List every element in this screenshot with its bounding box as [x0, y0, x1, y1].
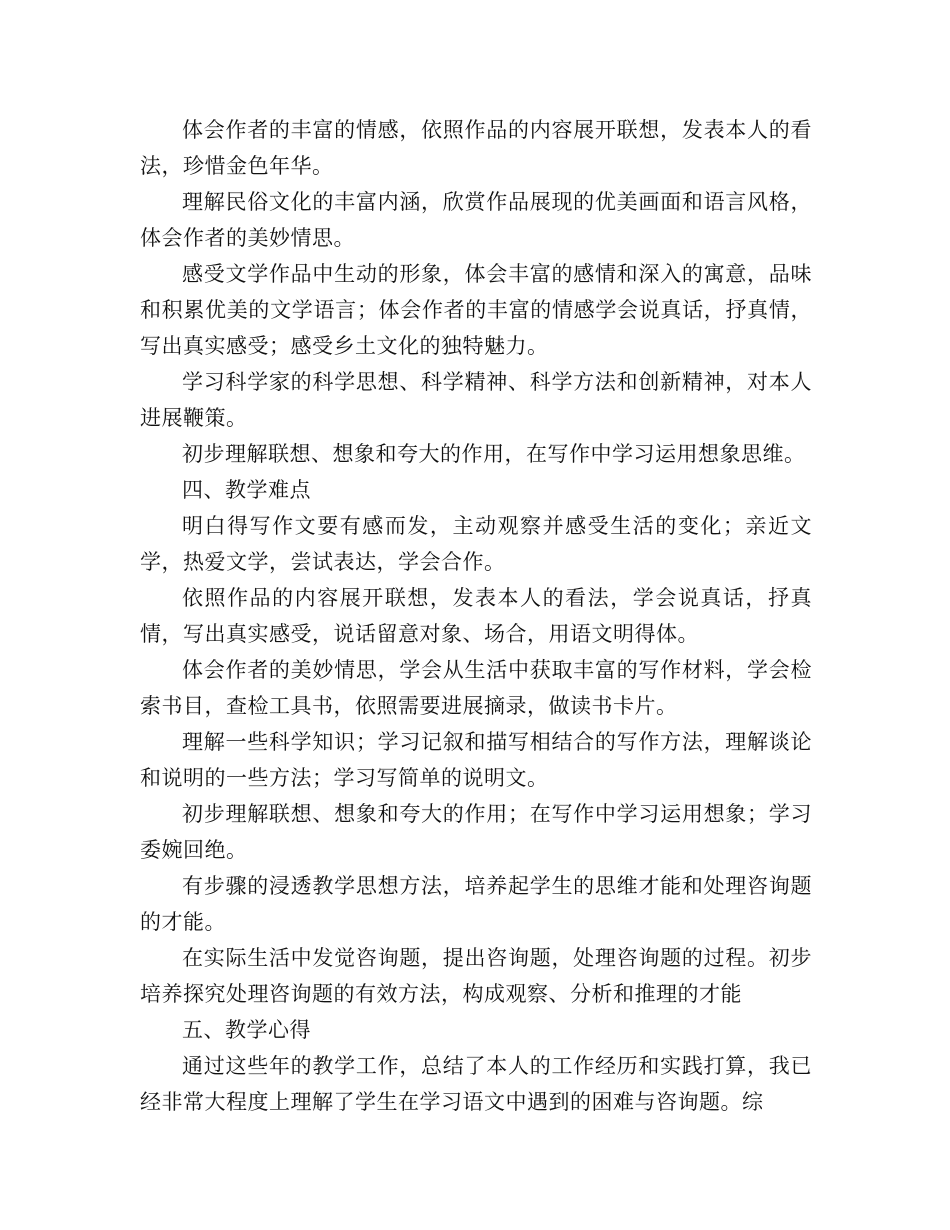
document-page — [140, 112, 812, 1120]
paragraph: 初步理解联想、想象和夸大的作用，在写作中学习运用想象思维。 — [182, 442, 806, 466]
paragraph: 明白得写作文要有感而发，主动观察并感受生活的变化；亲近文学，热爱文学，尝试表达，学会合作。 — [140, 514, 812, 574]
paragraph: 理解一些科学知识；学习记叙和描写相结合的写作方法，理解谈论和说明的一些方法；学习写简单的说明文。 — [140, 730, 812, 790]
paragraph: 在实际生活中发觉咨询题，提出咨询题，处理咨询题的过程。初步培养探究处理咨询题的有效方法，构成观察、分析和推理的才能 — [140, 946, 812, 1006]
paragraph: 学习科学家的科学思想、科学精神、科学方法和创新精神，对本人进展鞭策。 — [140, 370, 812, 430]
paragraph: 体会作者的丰富的情感，依照作品的内容展开联想，发表本人的看法，珍惜金色年华。 — [140, 118, 812, 178]
paragraph: 依照作品的内容展开联想，发表本人的看法，学会说真话，抒真情，写出真实感受，说话留意对象、场合，用语文明得体。 — [140, 586, 812, 646]
section-heading: 五、教学心得 — [182, 1018, 311, 1042]
paragraph: 体会作者的美妙情思，学会从生活中获取丰富的写作材料，学会检索书目，查检工具书，依照需要进展摘录，做读书卡片。 — [140, 658, 812, 718]
section-heading: 四、教学难点 — [182, 478, 311, 502]
paragraph: 通过这些年的教学工作，总结了本人的工作经历和实践打算，我已经非常大程度上理解了学生在学习语文中遇到的困难与咨询题。综 — [140, 1054, 812, 1114]
paragraph: 有步骤的浸透教学思想方法，培养起学生的思维才能和处理咨询题的才能。 — [140, 874, 812, 934]
paragraph: 感受文学作品中生动的形象，体会丰富的感情和深入的寓意，品味和积累优美的文学语言；体会作者的丰富的情感学会说真话，抒真情，写出真实感受；感受乡土文化的独特魅力。 — [140, 262, 812, 358]
paragraph: 初步理解联想、想象和夸大的作用；在写作中学习运用想象；学习委婉回绝。 — [140, 802, 812, 862]
paragraph: 理解民俗文化的丰富内涵，欣赏作品展现的优美画面和语言风格，体会作者的美妙情思。 — [140, 190, 812, 250]
